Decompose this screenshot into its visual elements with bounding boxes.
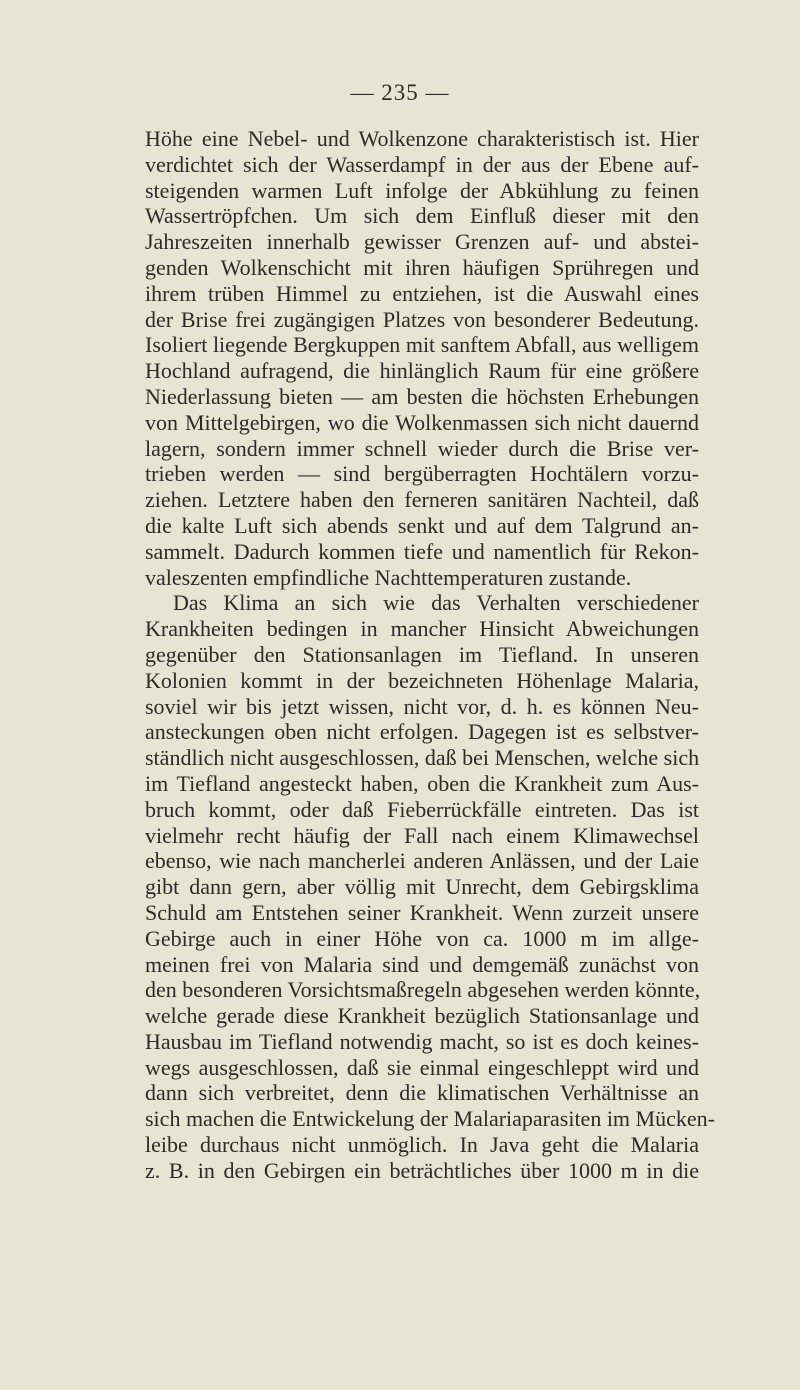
text-line: ansteckungen oben nicht erfolgen. Dagegen ist es selbstver- — [145, 719, 699, 745]
text-line: steigenden warmen Luft infolge der Abkühlung zu feinen — [145, 177, 699, 203]
text-line: wegs ausgeschlossen, daß sie einmal eingeschleppt wird und — [145, 1054, 699, 1080]
text-line: Isoliert liegende Bergkuppen mit sanftem Abfall, aus welligem — [145, 332, 699, 358]
text-line: leibe durchaus nicht unmöglich. In Java geht die Malaria — [145, 1132, 699, 1158]
page-number: — 235 — — [350, 80, 450, 105]
text-line: Wassertröpfchen. Um sich dem Einfluß dieser mit den — [145, 203, 699, 229]
body-text — [145, 126, 715, 1184]
text-line: ebenso, wie nach mancherlei anderen Anlässen, und der Laie — [145, 848, 699, 874]
text-line: z. B. in den Gebirgen ein beträchtliches über 1000 m in die — [145, 1157, 699, 1183]
text-line: soviel wir bis jetzt wissen, nicht vor, d. h. es können Neu- — [145, 693, 699, 719]
text-line: von Mittelgebirgen, wo die Wolkenmassen sich nicht dauernd — [145, 409, 699, 435]
text-line: Hausbau im Tiefland notwendig macht, so ist es doch keines- — [145, 1028, 699, 1054]
text-line: vielmehr recht häufig der Fall nach einem Klimawechsel — [145, 822, 699, 848]
paragraph — [145, 126, 699, 590]
text-line: lagern, sondern immer schnell wieder durch die Brise ver- — [145, 435, 699, 461]
text-line: ihrem trüben Himmel zu entziehen, ist die Auswahl eines — [145, 280, 699, 306]
text-line: sammelt. Dadurch kommen tiefe und namentlich für Rekon- — [145, 538, 699, 564]
text-line: dann sich verbreitet, denn die klimatischen Verhältnisse an — [145, 1080, 699, 1106]
text-line: Schuld am Entstehen seiner Krankheit. Wenn zurzeit unsere — [145, 899, 699, 925]
text-line: Jahreszeiten innerhalb gewisser Grenzen auf- und abstei- — [145, 229, 699, 255]
text-line: ziehen. Letztere haben den ferneren sanitären Nachteil, daß — [145, 487, 699, 513]
text-line: valeszenten empfindliche Nachttemperaturen zustande. — [145, 564, 632, 590]
text-line: Kolonien kommt in der bezeichneten Höhenlage Malaria, — [145, 667, 699, 693]
text-line: ständlich nicht ausgeschlossen, daß bei Menschen, welche sich — [145, 745, 700, 771]
text-line: Niederlassung bieten — am besten die höchsten Erhebungen — [145, 383, 699, 409]
text-line: sich machen die Entwickelung der Malariaparasiten im Mücken- — [145, 1106, 715, 1132]
text-line: im Tiefland angesteckt haben, oben die Krankheit zum Aus- — [145, 770, 699, 796]
text-line: der Brise frei zugängigen Platzes von besonderer Bedeutung. — [145, 306, 699, 332]
text-line: Hochland aufragend, die hinlänglich Raum für eine größere — [145, 358, 699, 384]
text-line: verdichtet sich der Wasserdampf in der aus der Ebene auf- — [145, 151, 699, 177]
text-line: Gebirge auch in einer Höhe von ca. 1000 m im allge- — [145, 925, 699, 951]
text-line: Krankheiten bedingen in mancher Hinsicht Abweichungen — [145, 616, 699, 642]
text-line: gibt dann gern, aber völlig mit Unrecht, dem Gebirgsklima — [145, 874, 699, 900]
text-line: welche gerade diese Krankheit bezüglich Stationsanlage und — [145, 1003, 699, 1029]
text-line: gegenüber den Stationsanlagen im Tiefland. In unseren — [145, 641, 699, 667]
text-line: Das Klima an sich wie das Verhalten verschiedener — [173, 590, 699, 616]
paragraph — [145, 590, 715, 1183]
text-line: Höhe eine Nebel- und Wolkenzone charakteristisch ist. Hier — [145, 126, 699, 151]
text-line: trieben werden — sind bergüberragten Hochtälern vorzu- — [145, 461, 699, 487]
text-line: meinen frei von Malaria sind und demgemäß zunächst von — [145, 951, 699, 977]
text-line: genden Wolkenschicht mit ihren häufigen Sprühregen und — [145, 254, 699, 280]
text-line: bruch kommt, oder daß Fieberrückfälle eintreten. Das ist — [145, 796, 699, 822]
text-line: die kalte Luft sich abends senkt und auf dem Talgrund an- — [145, 512, 699, 538]
text-line: den besonderen Vorsichtsmaßregeln abgesehen werden könnte, — [145, 977, 701, 1003]
